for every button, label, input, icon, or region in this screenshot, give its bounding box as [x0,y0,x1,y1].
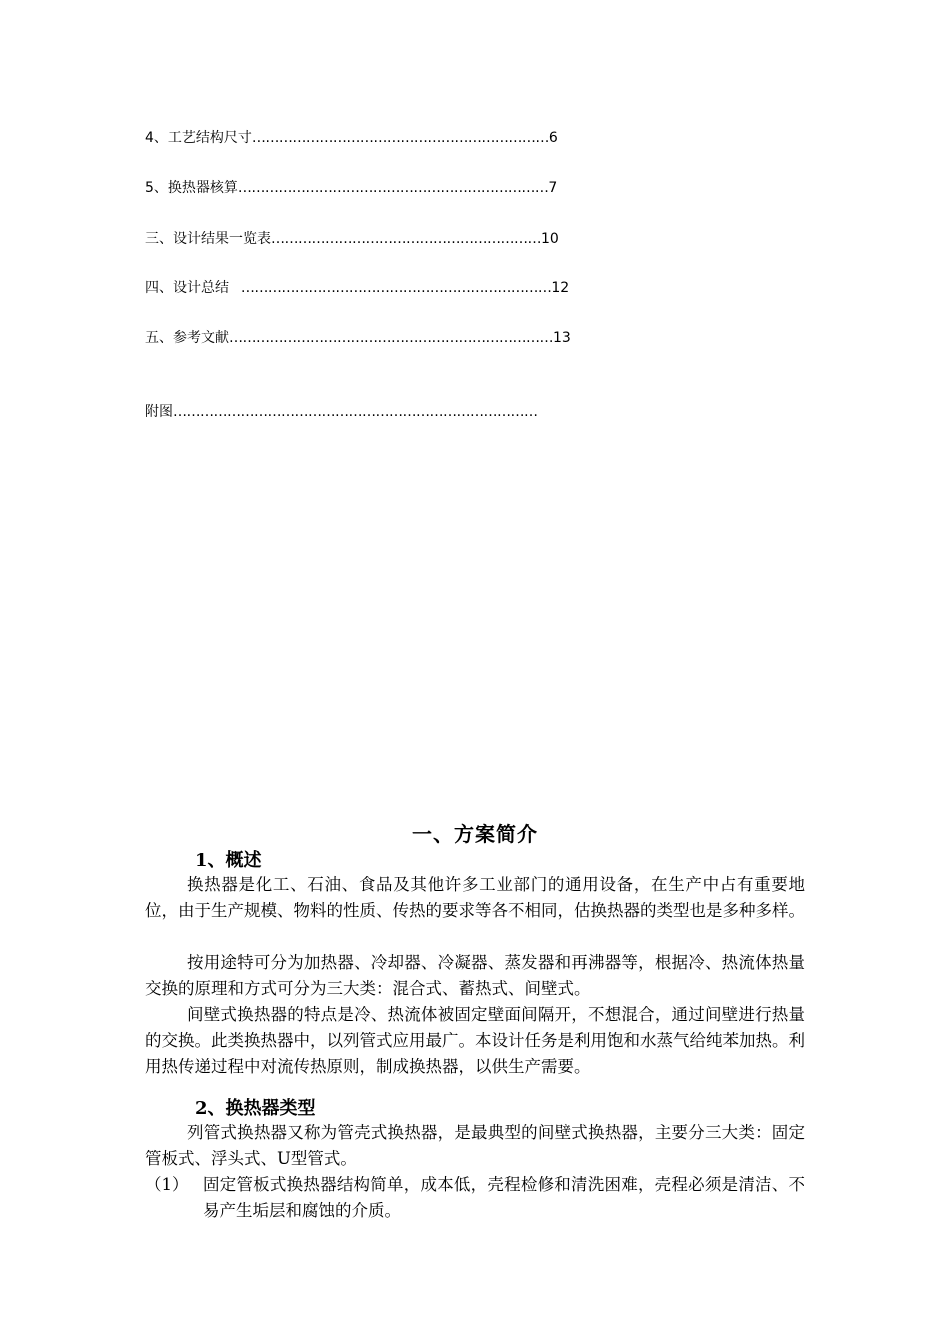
toc-leader: ……………………………………………………………… [229,330,553,346]
subsection-title-types: 2、换热器类型 [195,1098,316,1119]
toc-entry [145,177,557,197]
toc-entry [145,228,559,248]
toc-entry [145,401,538,421]
toc-page-number: 6 [548,130,558,146]
list-number: （1） [145,1175,189,1194]
list-text: 固定管板式换热器结构简单，成本低，壳程检修和清洗困难，壳程必须是清洁、不易产生垢层和腐蚀的介质。 [203,1175,805,1220]
toc-page-number: 7 [548,180,558,196]
section-title: 一、方案简介 [412,822,538,846]
toc-leader: …………………………………………………………… [229,280,552,296]
toc-page-number: 12 [551,280,570,296]
toc-label: 四、设计总结 [145,280,229,296]
list-item [145,1172,805,1224]
toc-page-number: 13 [553,330,571,346]
toc-label: 4、工艺结构尺寸 [145,130,252,146]
paragraph: 间壁式换热器的特点是冷、热流体被固定壁面间隔开，不想混合，通过间壁进行热量的交换。此类换热器中，以列管式应用最广。本设计任务是利用饱和水蒸气给纯苯加热。利用热传递过程中对流传热原则，制成换热器，以供生产需要。 [145,1005,805,1076]
paragraph: 按用途特可分为加热器、冷却器、冷凝器、蒸发器和再沸器等，根据冷、热流体热量交换的原理和方式可分为三大类：混合式、蓄热式、间壁式。 [145,953,805,998]
toc-leader: ……………………………………………………………………… [173,404,538,420]
toc-label: 附图 [145,404,173,420]
toc-page-number: 10 [541,231,559,247]
toc-leader: …………………………………………………… [271,231,541,247]
toc-label: 三、设计结果一览表 [145,231,271,247]
paragraph: 列管式换热器又称为管壳式换热器，是最典型的间壁式换热器，主要分三大类：固定管板式、浮头式、U型管式。 [145,1123,805,1168]
toc-entry [145,277,569,297]
toc-leader: ………………………………………………………… [251,130,549,146]
toc-label: 5、换热器核算 [145,180,238,196]
toc-entry [145,327,571,347]
subsection-title-overview: 1、概述 [195,850,262,871]
toc-entry [145,127,558,147]
toc-label: 五、参考文献 [145,330,229,346]
toc-leader: …………………………………………………………… [237,180,549,196]
paragraph: 换热器是化工、石油、食品及其他许多工业部门的通用设备，在生产中占有重要地位，由于生产规模、物料的性质、传热的要求等各不相同，估换热器的类型也是多种多样。 [145,875,805,920]
